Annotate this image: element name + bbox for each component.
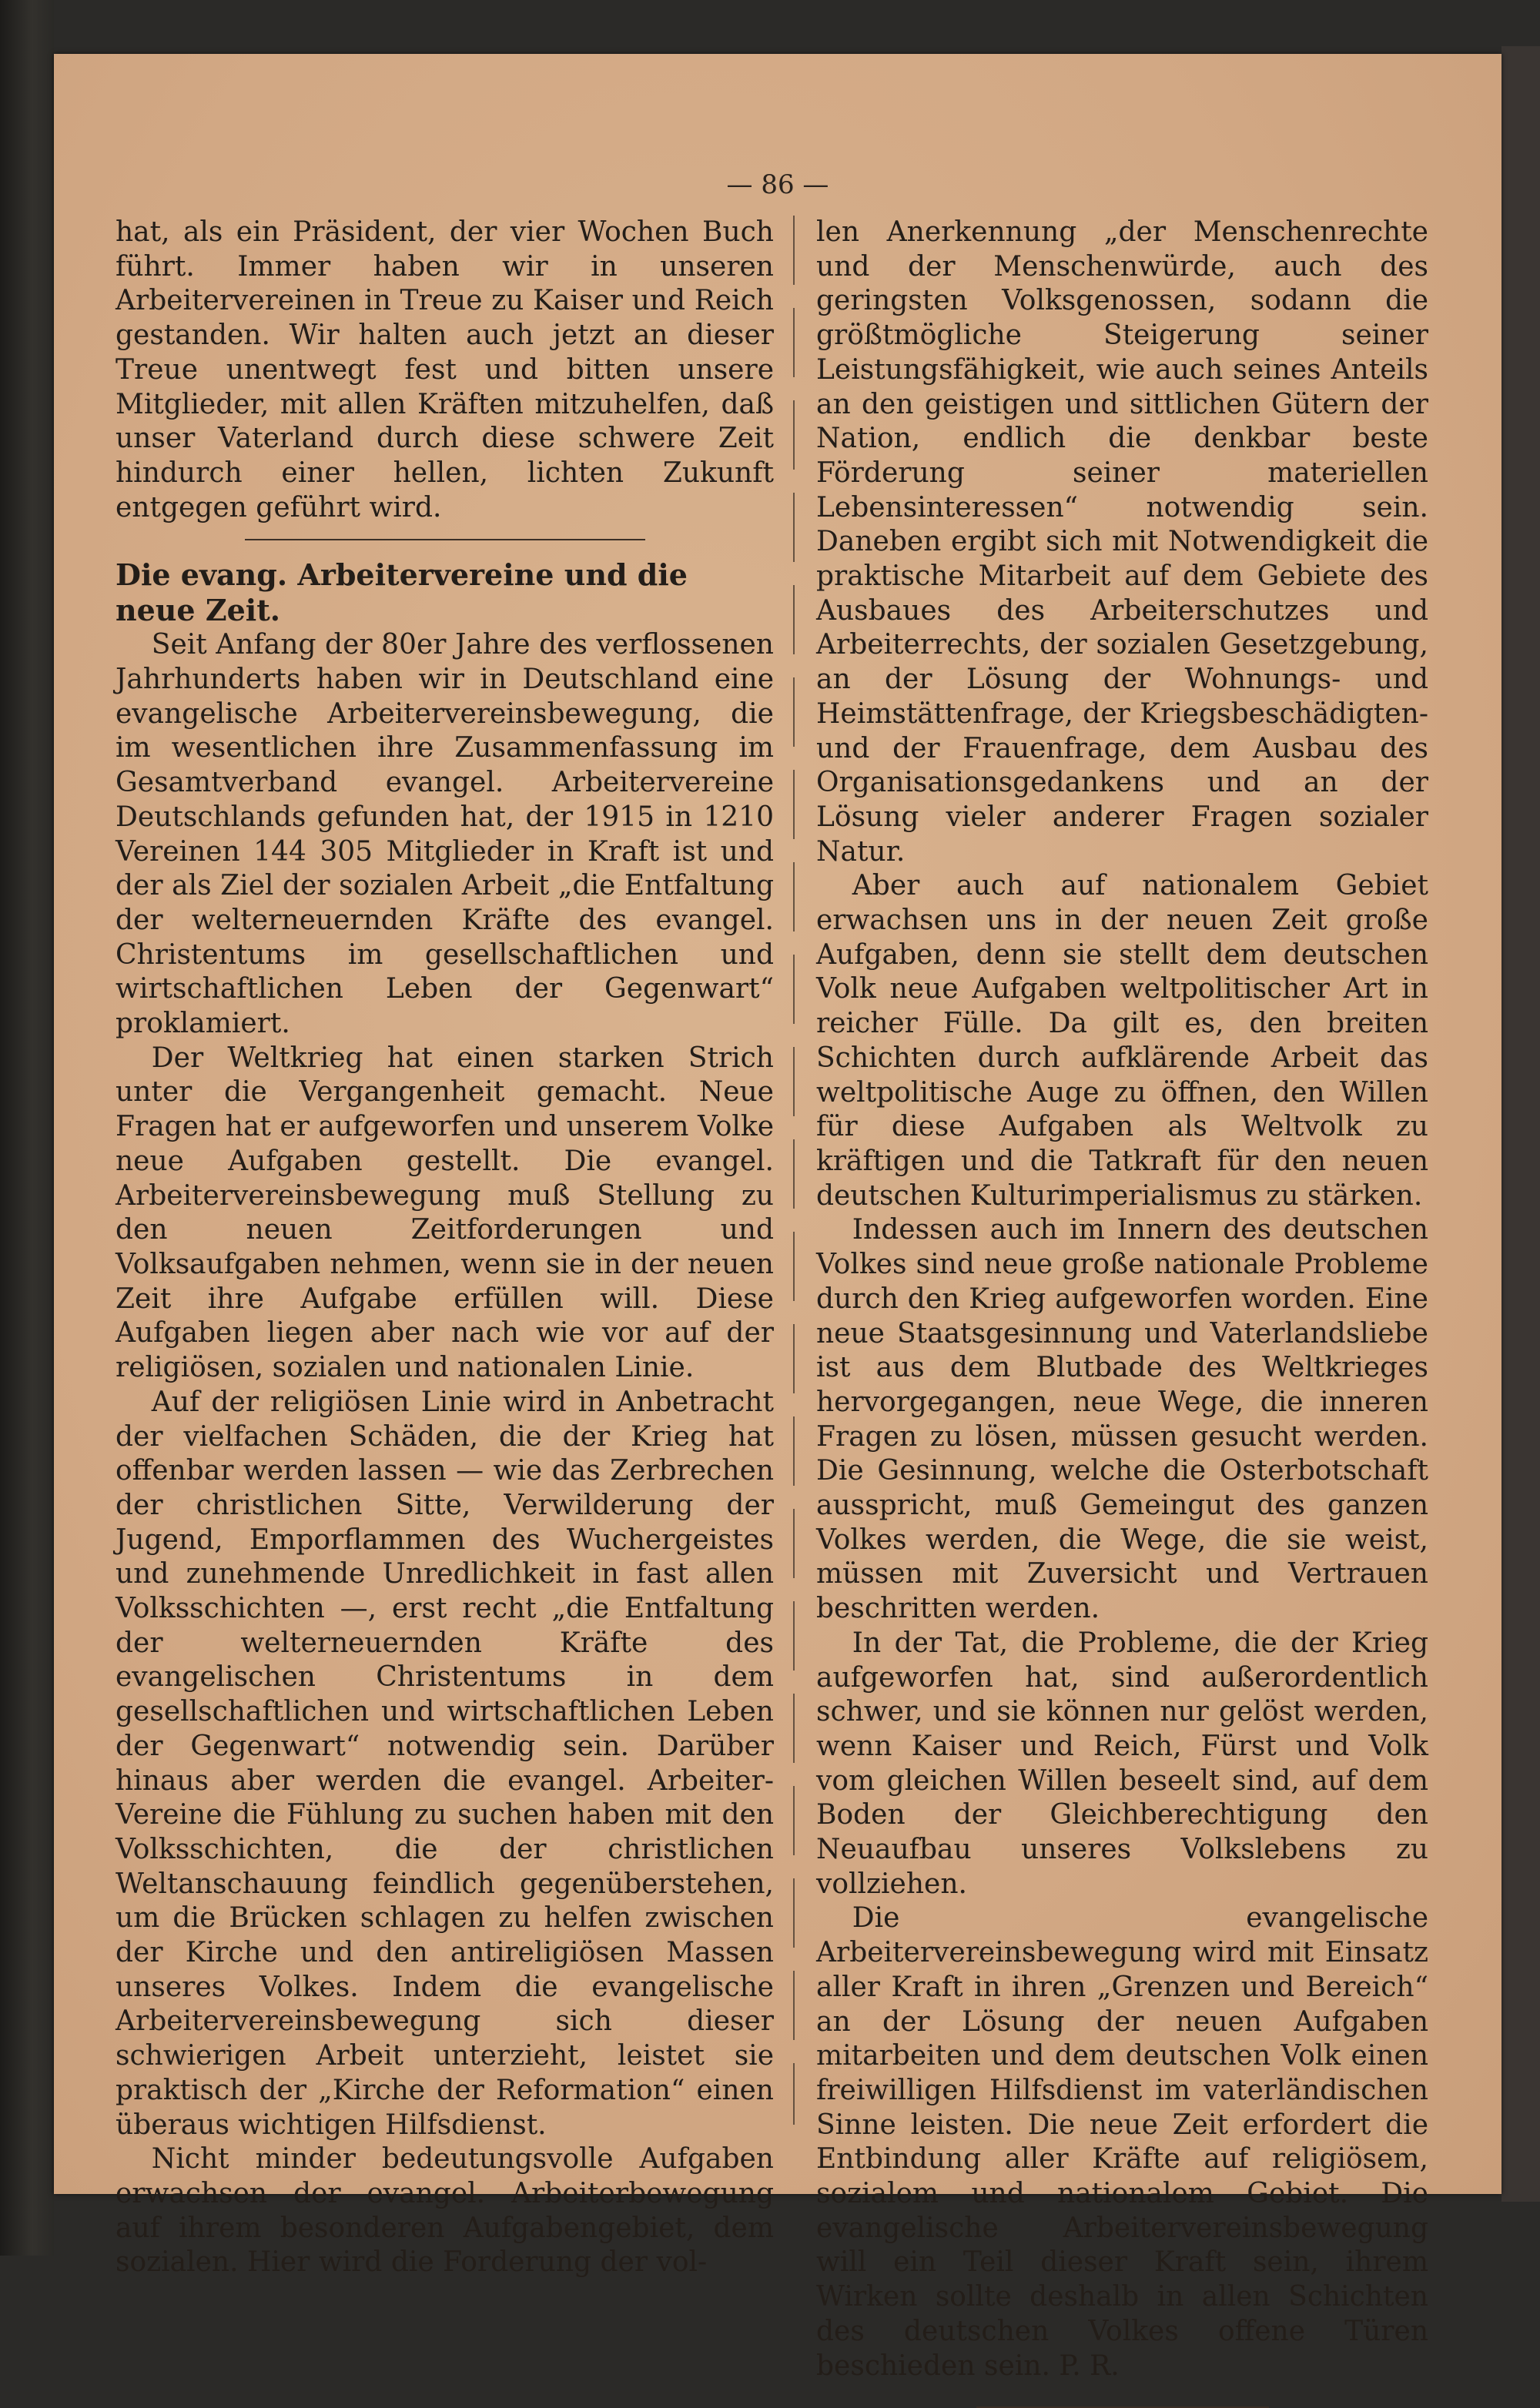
book-edge (1502, 46, 1540, 2202)
intro-paragraph: hat, als ein Präsident, der vier Wochen Buch führt. Immer haben wir in unseren Arbeitervereinen in Treue zu Kaiser und Reich gestanden. Wir halten auch jetzt an dieser Treue unentwegt fest und bitten unsere Mitglieder, mit allen Kräften mitzuhelfen, daß unser Vaterland durch diese schwere Zeit hindurch einer hellen, lichten Zukunft entgegen geführt wird. (116, 216, 774, 523)
paragraph: Nicht minder bedeutungsvolle Aufgaben erwachsen der evangel. Arbeiterbewegung auf ihrem besonderen Aufgabengebiet, dem sozialen. Hier wird die Forderung der vol- (116, 2143, 774, 2279)
left-column (116, 216, 774, 2280)
paragraph: Indessen auch im Innern des deutschen Volkes sind neue große nationale Probleme durch den Krieg aufgeworfen worden. Eine neue Staatsgesinnung und Vaterlandsliebe ist aus dem Blutbade des Weltkrieges hervorgegangen, neue Wege, die inneren Fragen zu lösen, müssen gesucht werden. Die Gesinnung, welche die Osterbotschaft ausspricht, muß Gemeingut des ganzen Volkes werden, die Wege, die sie weist, müssen mit Zuversicht und Vertrauen beschritten werden. (816, 1214, 1428, 1625)
column-divider (793, 216, 795, 2125)
paragraph: Aber auch auf nationalem Gebiet erwachsen uns in der neuen Zeit große Aufgaben, denn sie stellt dem deutschen Volk neue Aufgaben weltpolitischer Art in reicher Fülle. Da gilt es, den breiten Schichten durch aufklärende Arbeit das weltpolitische Auge zu öffnen, den Willen für diese Aufgaben als Weltvolk zu kräftigen und die Tatkraft für den neuen deutschen Kulturimperialismus zu stärken. (816, 870, 1428, 1212)
paragraph: Seit Anfang der 80er Jahre des verflossenen Jahrhunderts haben wir in Deutschland eine evangelische Arbeitervereinsbewegung, die im wesentlichen ihre Zusammenfassung im Gesamtverband evangel. Arbeitervereine Deutschlands gefunden hat, der 1915 in 1210 Vereinen 144 305 Mitglieder in Kraft ist und der als Ziel der sozialen Arbeit „die Entfaltung der welterneuernden Kräfte des evangel. Christentums im gesellschaftlichen und wirtschaftlichen Leben der Gegenwart“ proklamiert. (116, 629, 774, 1040)
paragraph: Auf der religiösen Linie wird in Anbetracht der vielfachen Schäden, die der Krieg hat offenbar werden lassen — wie das Zerbrechen der christlichen Sitte, Verwilderung der Jugend, Emporflammen des Wuchergeistes und zunehmende Unredlichkeit in fast allen Volksschichten —, erst recht „die Entfaltung der welterneuernden Kräfte des evangelischen Christentums in dem gesellschaftlichen und wirtschaftlichen Leben der Gegenwart“ notwendig sein. Darüber hinaus aber werden die evangel. Arbeiter-Vereine die Fühlung zu suchen haben mit den Volksschichten, die der christlichen Weltanschauung feindlich gegenüberstehen, um die Brücken schlagen zu helfen zwischen der Kirche und den antireligiösen Massen unseres Volkes. Indem die evangelische Arbeitervereinsbewegung sich dieser schwierigen Arbeit unterzieht, leistet sie praktisch der „Kirche der Reformation“ einen überaus wichtigen Hilfsdienst. (116, 1386, 774, 2141)
paragraph: Die evangelische Arbeitervereinsbewegung wird mit Einsatz aller Kraft in ihren „Grenzen und Bereich“ an der Lösung der neuen Aufgaben mitarbeiten und dem deutschen Volk einen freiwilligen Hilfsdienst im vaterländischen Sinne leisten. Die neue Zeit erfordert die Entbindung aller Kräfte auf religiösem, sozialem und nationalem Gebiet. Die evangelische Arbeitervereinsbewegung will ein Teil dieser Kraft sein, ihrem Wirken sollte deshalb in allen Schichten des deutschen Volkes offene Türen beschieden sein. P. R. (816, 1902, 1428, 2382)
right-column (816, 216, 1428, 2408)
paragraph: In der Tat, die Probleme, die der Krieg aufgeworfen hat, sind außerordentlich schwer, und sie können nur gelöst werden, wenn Kaiser und Reich, Fürst und Volk vom gleichen Willen beseelt sind, auf dem Boden der Gleichberechtigung den Neuaufbau unseres Volkslebens zu vollziehen. (816, 1627, 1428, 1900)
paragraph: len Anerkennung „der Menschenrechte und der Menschenwürde, auch des geringsten Volksgenossen, sodann die größtmögliche Steigerung seiner Leistungsfähigkeit, wie auch seines Anteils an den geistigen und sittlichen Gütern der Nation, endlich die denkbar beste Förderung seiner materiellen Lebensinteressen“ notwendig sein. Daneben ergibt sich mit Notwendigkeit die praktische Mitarbeit auf dem Gebiete des Ausbaues des Arbeiterschutzes und Arbeiterrechts, der sozialen Gesetzgebung, an der Lösung der Wohnungs- und Heimstättenfrage, der Kriegsbeschädigten- und der Frauenfrage, dem Ausbau des Organisationsgedankens und an der Lösung vieler anderer Fragen sozialer Natur. (816, 216, 1428, 868)
article-heading-line-1: Die evang. Arbeitervereine und die (116, 557, 688, 593)
page-number: — 86 — (726, 169, 829, 200)
paragraph: Der Weltkrieg hat einen starken Strich unter die Vergangenheit gemacht. Neue Fragen hat er aufgeworfen und unserem Volke neue Aufgaben gestellt. Die evangel. Arbeitervereinsbewegung muß Stellung zu den neuen Zeitforderungen und Volksaufgaben nehmen, wenn sie in der neuen Zeit ihre Aufgabe erfüllen will. Diese Aufgaben liegen aber nach wie vor auf der religiösen, sozialen und nationalen Linie. (116, 1042, 774, 1384)
book-binding (0, 0, 54, 2256)
article-heading-line-2: neue Zeit. (116, 593, 280, 628)
section-rule (245, 539, 645, 540)
